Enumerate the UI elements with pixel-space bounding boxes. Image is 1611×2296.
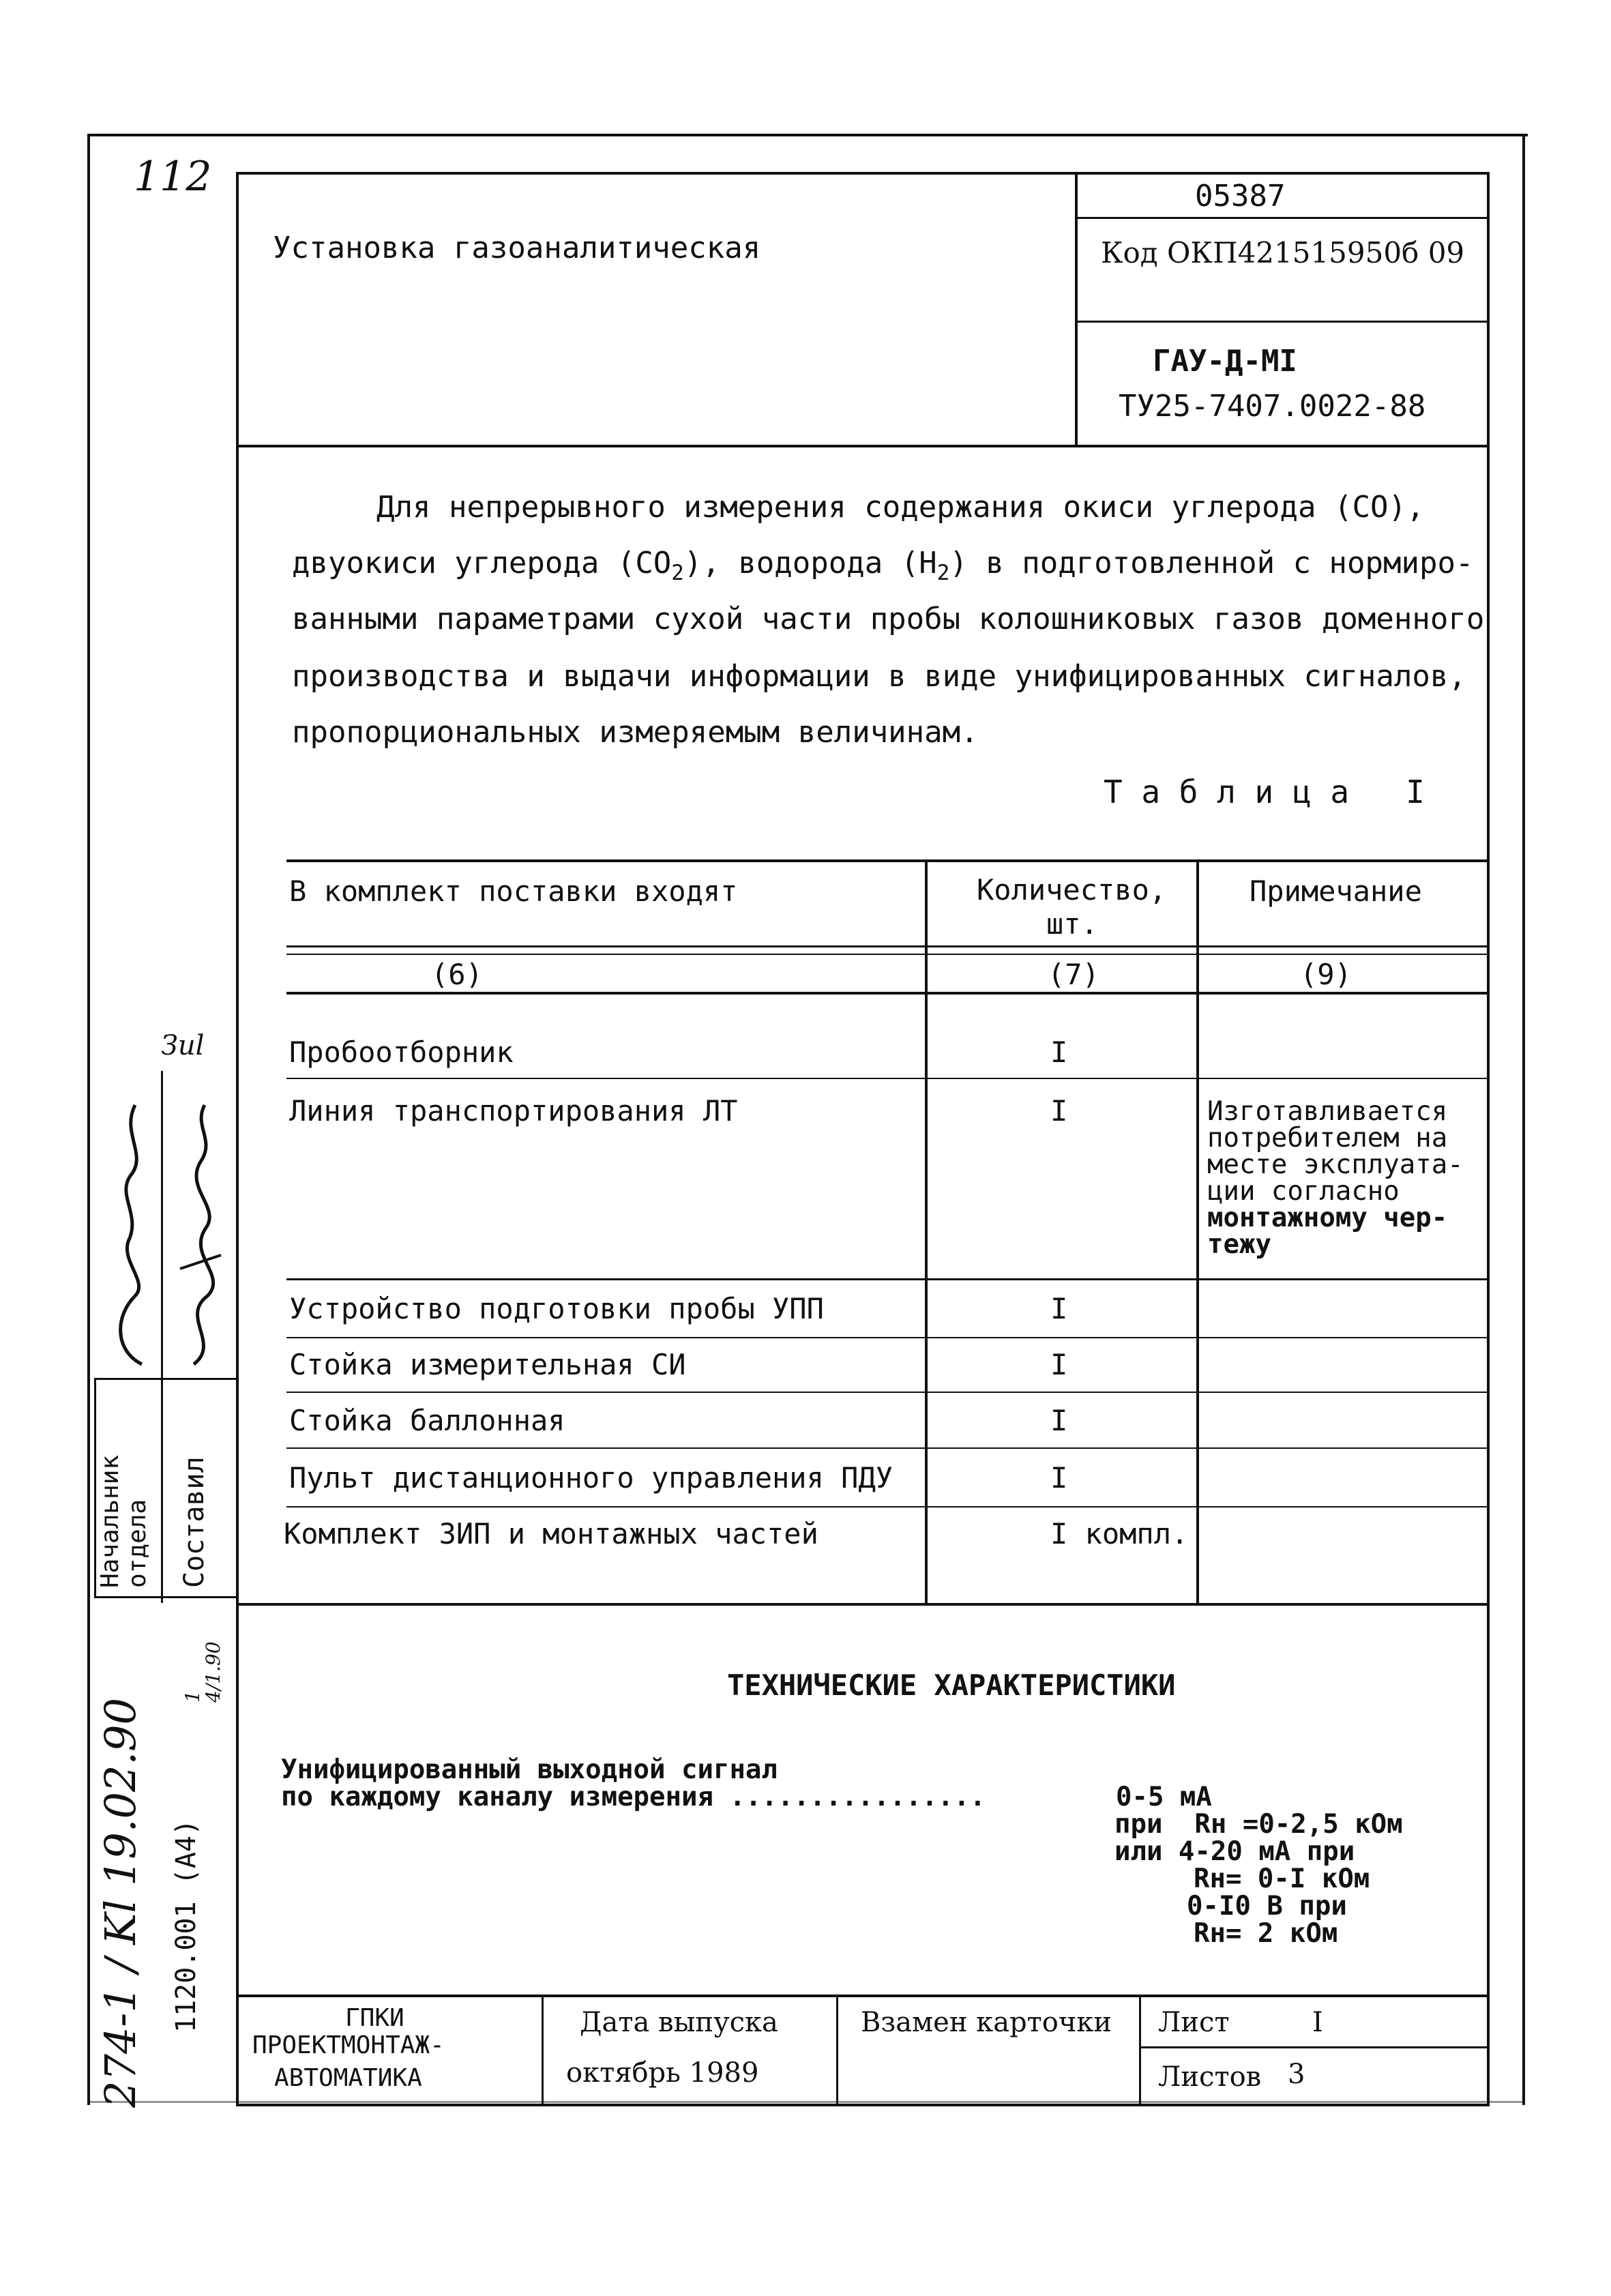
footer-date-label: Дата выпуска [580, 2007, 778, 2038]
footer-divider-1 [542, 1995, 544, 2105]
row-divider-6 [286, 1506, 1487, 1507]
column-code-quantity: (7) [1048, 958, 1099, 991]
row-3-item: Устройство подготовки пробы УПП [289, 1292, 824, 1325]
footer-org-line-2: ПРОЕКТМОНТАЖ- [252, 2031, 445, 2059]
header-vertical-divider [1075, 172, 1078, 446]
table-header-bottom-line-2 [286, 954, 1487, 955]
role-author-label: Составил [179, 1456, 210, 1588]
card-left-border [236, 172, 239, 2106]
frame-bottom-line [87, 2101, 1525, 2103]
row-2-note-line-1: Изготавливается [1207, 1096, 1448, 1127]
margin-col-divider-1 [161, 1071, 163, 1603]
header-bottom-border [236, 445, 1490, 447]
table-caption: Т а б л и ц а I [1104, 774, 1425, 810]
frame-top-line [87, 134, 1528, 136]
row-2-note-line-2: потребителем на [1207, 1123, 1448, 1153]
row-2-qty: I [1050, 1094, 1068, 1128]
tech-value-4: Rн= 0-I кОм [1194, 1864, 1370, 1894]
table-header-bottom-line-1 [286, 945, 1487, 947]
table-header-quantity: Количество, [977, 873, 1167, 907]
handwritten-initials: Зиl [161, 1030, 205, 1061]
signature-head [101, 1091, 160, 1378]
footer-sheets-value: 3 [1288, 2059, 1305, 2090]
footer-sheet-label: Лист [1158, 2007, 1230, 2038]
table-col1-divider [925, 859, 928, 1603]
page-number: 112 [134, 153, 212, 201]
table-header-items: В комплект поставки входят [289, 874, 738, 908]
tech-value-5: 0-I0 В при [1187, 1891, 1347, 1922]
row-5-qty: I [1050, 1404, 1068, 1437]
role-head-label: Начальник отдела [96, 1454, 151, 1588]
card-right-border [1487, 172, 1490, 2106]
footer-divider-2 [836, 1995, 838, 2105]
column-code-items: (6) [431, 958, 483, 991]
footer-org-line-3: АВТОМАТИКА [274, 2064, 422, 2092]
row-6-qty: I [1050, 1461, 1068, 1495]
row-1-qty: I [1050, 1035, 1068, 1069]
okp-code: Код ОКП421515950б 09 [1101, 236, 1465, 269]
small-stamp: 1 4/1.90 [181, 1641, 224, 1703]
row-6-item: Пульт дистанционного управления ПДУ [289, 1461, 893, 1495]
code-number: 05387 [1195, 179, 1286, 214]
row-2-note-line-3: месте эксплуата- [1207, 1149, 1464, 1180]
description-line-1: Для непрерывного измерения содержания окиси углерода (СО), [376, 490, 1425, 525]
footer-org-line-1: ГПКИ [345, 2004, 404, 2032]
column-code-note: (9) [1300, 958, 1352, 991]
table-bottom-border [236, 1603, 1488, 1606]
table-header-quantity-unit: шт. [1046, 907, 1098, 941]
row-4-qty: I [1050, 1348, 1068, 1381]
table-codes-bottom-line [286, 992, 1487, 995]
form-code: 1120.001 (А4) [171, 1819, 202, 2033]
row-7-qty: I компл. [1050, 1517, 1189, 1550]
table-top-border [286, 859, 1487, 862]
tech-label-line-2: по каждому каналу измерения ................ [281, 1782, 986, 1812]
table-col2-divider [1196, 859, 1199, 1603]
row-3-qty: I [1050, 1292, 1068, 1325]
row-divider-1 [286, 1078, 1487, 1079]
row-1-item: Пробоотборник [289, 1035, 514, 1069]
tech-value-1: 0-5 мА [1116, 1782, 1212, 1812]
tech-label-line-1: Унифицированный выходной сигнал [281, 1754, 778, 1785]
row-5-item: Стойка баллонная [289, 1404, 565, 1437]
row-2-note-line-4: ции согласно [1207, 1176, 1400, 1207]
tech-value-3: или 4-20 мА при [1114, 1836, 1355, 1867]
row-4-item: Стойка измерительная СИ [289, 1348, 686, 1381]
tech-heading: ТЕХНИЧЕСКИЕ ХАРАКТЕРИСТИКИ [727, 1668, 1176, 1702]
footer-date-value: октябрь 1989 [566, 2057, 759, 2089]
header-okp-divider [1075, 321, 1488, 323]
footer-top-border [236, 1995, 1488, 1997]
card-top-border [236, 172, 1490, 175]
row-divider-2 [286, 1278, 1487, 1280]
description-line-4: производства и выдачи информации в виде унифицированных сигналов, [292, 659, 1466, 694]
margin-row-divider-1 [94, 1378, 237, 1380]
handwritten-date-note: 274-1 / Kl 19.02.90 [95, 1698, 145, 2108]
row-divider-4 [286, 1392, 1487, 1393]
spec-number: ТУ25-7407.0022-88 [1119, 389, 1426, 424]
description-line-5: пропорциональных измеряемым величинам. [292, 715, 979, 750]
tech-value-6: Rн= 2 кОм [1194, 1918, 1338, 1949]
footer-sheets-label: Листов [1158, 2061, 1262, 2093]
model-designation: ГАУ-Д-МI [1153, 344, 1297, 379]
margin-row-divider-2 [94, 1596, 237, 1598]
signature-author [166, 1091, 235, 1378]
row-7-item: Комплект ЗИП и монтажных частей [284, 1517, 818, 1550]
row-2-note-line-5: монтажному чер- [1207, 1203, 1448, 1233]
footer-divider-3 [1139, 1995, 1141, 2105]
header-code-divider [1075, 217, 1488, 219]
footer-replaces-label: Взамен карточки [861, 2007, 1112, 2038]
footer-sheet-divider [1139, 2046, 1488, 2048]
row-divider-5 [286, 1447, 1487, 1449]
tech-value-2: при Rн =0-2,5 кОм [1114, 1809, 1403, 1840]
table-header-note: Примечание [1250, 874, 1422, 908]
description-line-2: двуокиси углерода $(СО_2)$, водорода $(Н_2)$ в подготовленной с нормиро- [292, 546, 1474, 585]
frame-left-line [87, 134, 90, 2105]
footer-sheet-value: I [1312, 2007, 1323, 2038]
row-divider-3 [286, 1337, 1487, 1338]
row-2-item: Линия транспортирования ЛТ [289, 1094, 738, 1128]
description-line-3: ванными параметрами сухой части пробы колошниковых газов доменного [292, 602, 1485, 636]
product-title: Установка газоаналитическая [273, 231, 761, 265]
row-2-note-line-6: тежу [1207, 1229, 1271, 1260]
footer-bottom-border [236, 2104, 1488, 2106]
frame-right-line [1522, 134, 1525, 2105]
